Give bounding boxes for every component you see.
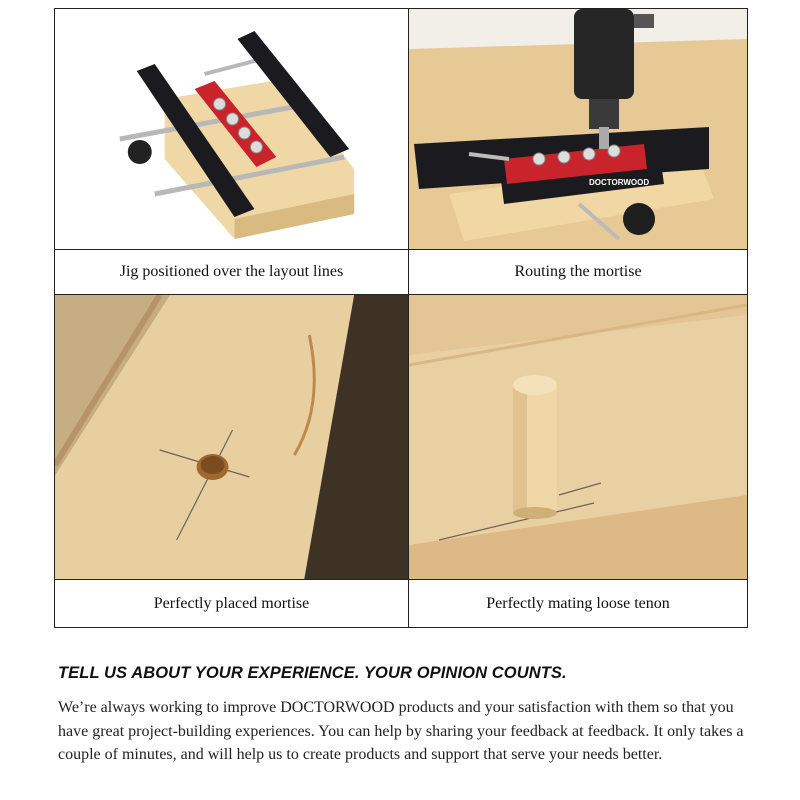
caption-loose-tenon: Perfectly mating loose tenon (409, 579, 747, 627)
caption-jig-positioned: Jig positioned over the layout lines (55, 249, 408, 294)
mortise-hole-photo (55, 295, 408, 579)
dowel-tenon-photo (409, 295, 747, 579)
feedback-body: We’re always working to improve DOCTORWOOD products and your satisfaction with them so that you have great project-building experiences. You can help by sharing your feedback at feedback. It only takes a couple of minutes, and will help us to create products and support that serve your needs better. (58, 699, 744, 763)
caption-routing-mortise: Routing the mortise (409, 249, 747, 294)
jig-brand-label: DOCTORWOOD (589, 178, 650, 187)
photo-grid (54, 8, 748, 628)
jig-on-board-photo (55, 9, 408, 249)
caption-placed-mortise: Perfectly placed mortise (55, 579, 408, 627)
drill-in-jig-photo (409, 9, 747, 249)
panel-loose-tenon (409, 295, 747, 627)
panel-routing-mortise (409, 9, 747, 295)
feedback-heading: TELL US ABOUT YOUR EXPERIENCE. YOUR OPINION COUNTS. (58, 664, 567, 682)
panel-jig-positioned (55, 9, 409, 295)
panel-placed-mortise (55, 295, 409, 627)
